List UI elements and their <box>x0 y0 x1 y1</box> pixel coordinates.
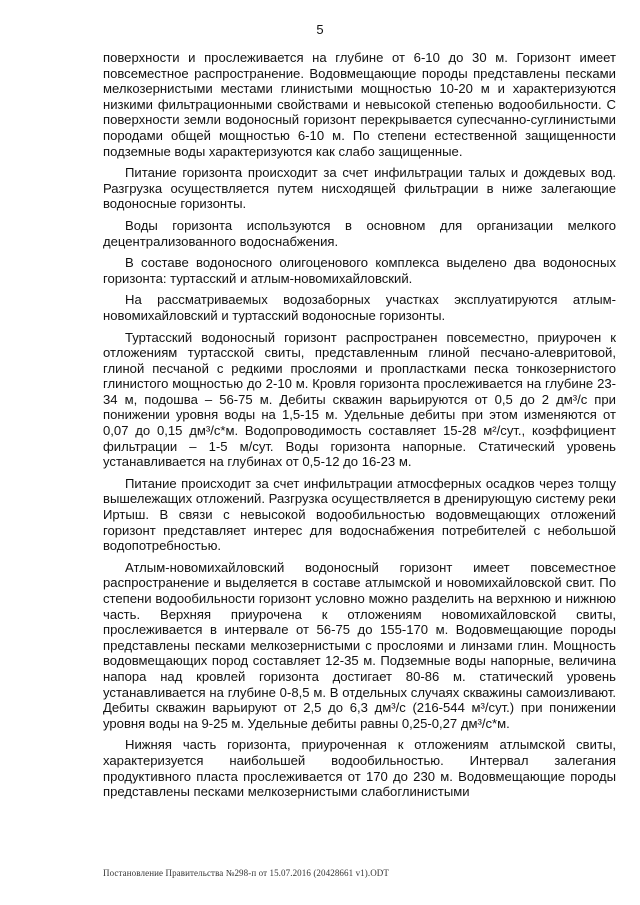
document-body <box>103 50 616 806</box>
page-number: 5 <box>316 22 324 37</box>
paragraph: поверхности и прослеживается на глубине от 6-10 до 30 м. Горизонт имеет повсеместное распространение. Водовмещающие породы представлены песками мелкозернистыми местами глинистыми мощностью 10-20 м и характеризуются низкими фильтрационными свойствами и невысокой степенью водообильности. С поверхности земли водоносный горизонт перекрывается супесчанно-суглинистыми породами общей мощностью 6-10 м. По степени естественной защищенности подземные воды характеризуются как слабо защищенные. <box>103 50 616 159</box>
paragraph: Питание горизонта происходит за счет инфильтрации талых и дождевых вод. Разгрузка осуществляется путем нисходящей фильтрации в ниже залегающие водоносные горизонты. <box>103 165 616 212</box>
paragraph: Атлым-новомихайловский водоносный горизонт имеет повсеместное распространение и выделяется в составе атлымской и новомихайловской свит. По степени водообильности горизонт условно можно разделить на верхнюю и нижнюю часть. Верхняя приурочена к отложениям новомихайловской свиты, прослеживается в интервале от 56-75 до 155-170 м. Водовмещающие породы представлены песками мелкозернистыми с прослоями и линзами глин. Мощность водовмещающих пород составляет 12-35 м. Подземные воды напорные, величина напора над кровлей горизонта достигает 80-86 м. статический уровень устанавливается на глубине 0-8,5 м. В отдельных случаях скважины самоизливают. Дебиты скважин варьируют от 2,5 до 6,3 дм³/с (216-544 м³/сут.) при понижении уровня воды на 9-25 м. Удельные дебиты равны 0,25-0,27 дм³/с*м. <box>103 559 616 731</box>
paragraph: Воды горизонта используются в основном для организации мелкого децентрализованного водоснабжения. <box>103 217 616 249</box>
paragraph: На рассматриваемых водозаборных участках эксплуатируются атлым-новомихайловский и туртасский водоносные горизонты. <box>103 292 616 323</box>
paragraph: Питание происходит за счет инфильтрации атмосферных осадков через толщу вышележащих отложений. Разгрузка осуществляется в дренирующую систему реки Иртыш. В связи с невысокой водообильностью водовмещающих отложений горизонт представляет интерес для водоснабжения потребителей с небольшой водопотребностью. <box>103 475 616 554</box>
document-footer: Постановление Правительства №298-п от 15.07.2016 (20428661 v1).ODT <box>103 868 390 878</box>
paragraph: Туртасский водоносный горизонт распространен повсеместно, приурочен к отложениям туртасской свиты, представленным глиной песчано-алевритовой, глиной песчаной с редкими прослоями и пропластками песка тонкозернистого глинистого мощностью до 2-10 м. Кровля горизонта прослеживается на глубине 23-34 м, подошва – 56-75 м. Дебиты скважин варьируются от 0,5 до 2 дм³/с при понижении уровня воды на 1,5-15 м. Удельные дебиты при этом изменяются от 0,07 до 0,15 дм³/с*м. Водопроводимость составляет 15-28 м²/сут., коэффициент фильтрации – 1-5 м/сут. Воды горизонта напорные. Статический уровень устанавливается на глубинах от 0,5-12 до 16-23 м. <box>103 329 616 470</box>
paragraph: В составе водоносного олигоценового комплекса выделено два водоносных горизонта: туртасский и атлым-новомихайловский. <box>103 255 616 286</box>
paragraph: Нижняя часть горизонта, приуроченная к отложениям атлымской свиты, характеризуется наибольшей водообильностью. Интервал залегания продуктивного пласта прослеживается от 170 до 230 м. Водовмещающие породы представлены песками мелкозернистыми слабоглинистыми <box>103 737 616 800</box>
